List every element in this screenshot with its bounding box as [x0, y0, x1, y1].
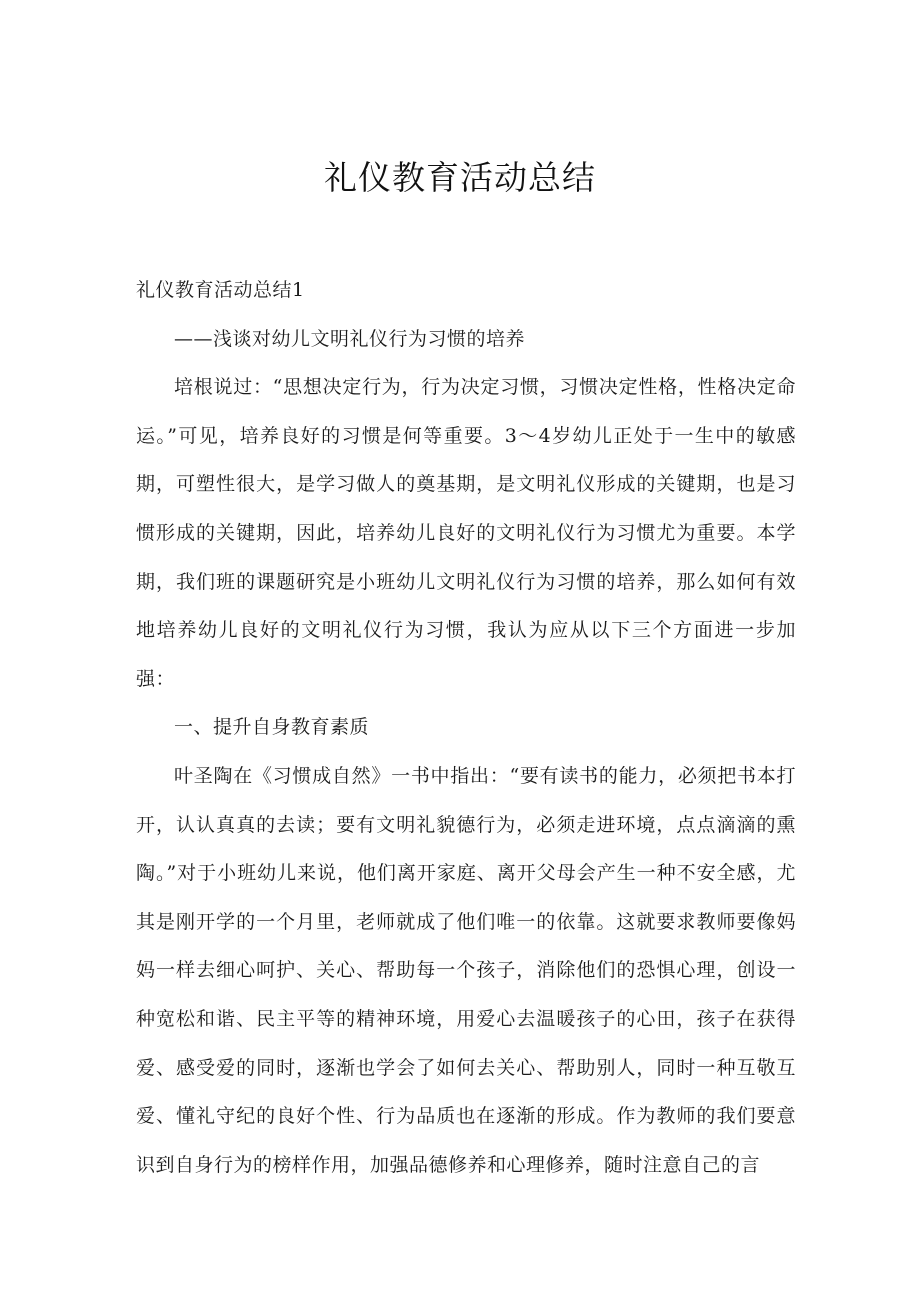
section-heading-1: 一、提升自身教育素质	[174, 716, 370, 739]
subtitle: ——浅谈对幼儿文明礼仪行为习惯的培养	[174, 327, 526, 350]
document-title: 礼仪教育活动总结	[324, 158, 596, 197]
section-heading: 礼仪教育活动总结1	[136, 279, 305, 301]
paragraph: 培根说过：“思想决定行为，行为决定习惯，习惯决定性格，性格决定命运。”可见，培养良好的习惯是何等重要。3〜4岁幼儿正处于一生中的敏感期，可塑性很大，是学习做人的奠基期，是文明礼仪形成的关键期，也是习惯形成的关键期，因此，培养幼儿良好的文明礼仪行为习惯尤为重要。本学期，我们班的课题研究是小班幼儿文明礼仪行为习惯的培养，那么如何有效地培养幼儿良好的文明礼仪行为习惯，我认为应从以下三个方面进一步加强：	[136, 376, 796, 690]
paragraph: 叶圣陶在《习惯成自然》一书中指出：“要有读书的能力，必须把书本打开，认认真真的去读；要有文明礼貌德行为，必须走进环境，点点滴滴的熏陶。”对于小班幼儿来说，他们离开家庭、离开父母会产生一种不安全感，尤其是刚开学的一个月里，老师就成了他们唯一的依靠。这就要求教师要像妈妈一样去细心呵护、关心、帮助每一个孩子，消除他们的恐惧心理，创设一种宽松和谐、民主平等的精神环境，用爱心去温暖孩子的心田，孩子在获得爱、感受爱的同时，逐渐也学会了如何去关心、帮助别人，同时一种互敬互爱、懂礼守纪的良好个性、行为品质也在逐渐的形成。作为教师的我们要意识到自身行为的榜样作用，加强品德修养和心理修养，随时注意自己的言	[136, 764, 796, 1176]
document-body	[136, 266, 796, 1189]
